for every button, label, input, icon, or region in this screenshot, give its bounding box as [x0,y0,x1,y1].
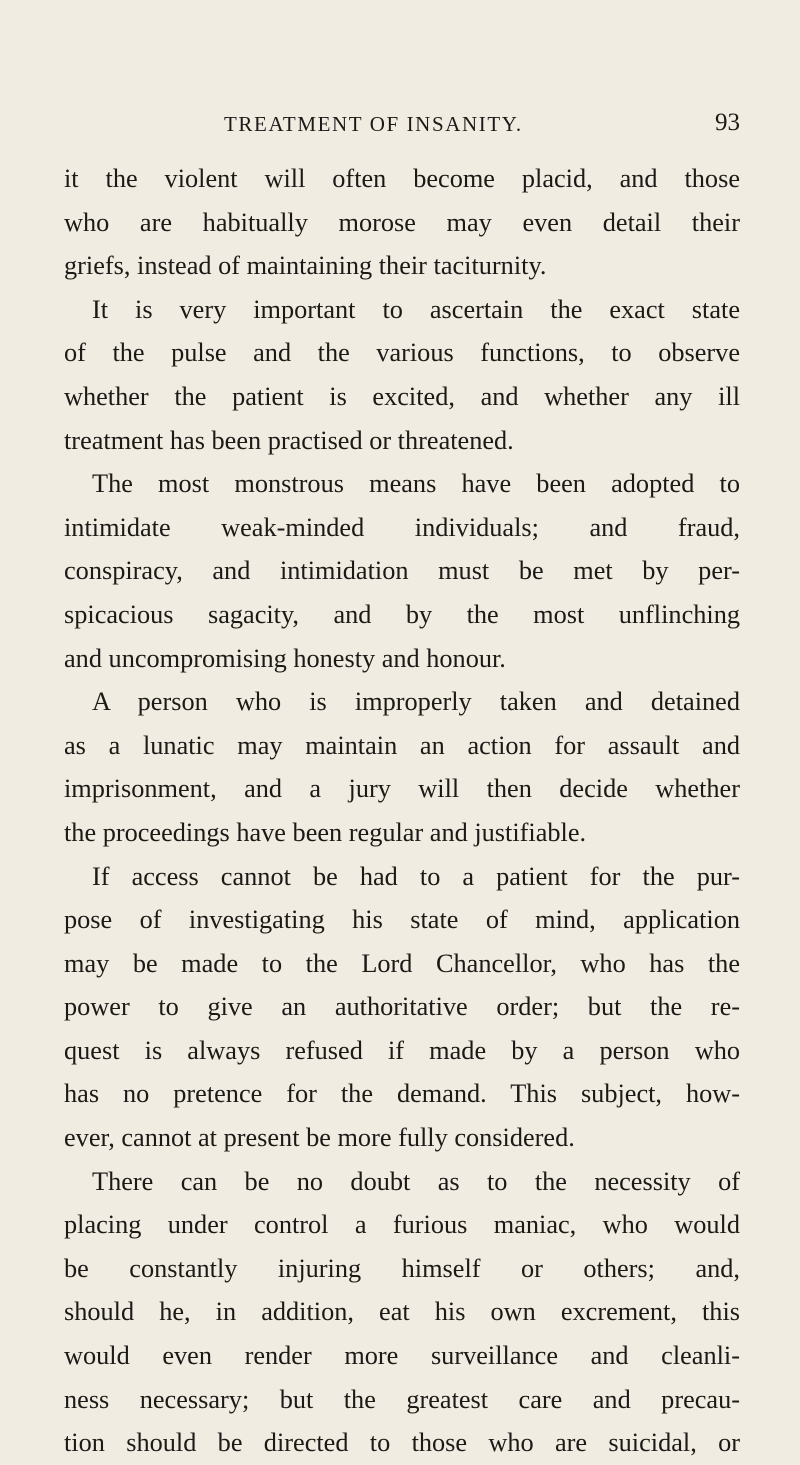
text-line: ever, cannot at present be more fully considered. [64,1123,575,1153]
text-line: may be made to the Lord Chancellor, who has the [64,948,740,978]
text-line: pose of investigating his state of mind, application [64,905,740,935]
body-text [64,157,740,1465]
text-line: quest is always refused if made by a person who [64,1035,740,1065]
text-line: the proceedings have been regular and justifiable. [64,817,587,847]
running-title: TREATMENT OF INSANITY. [224,112,523,136]
text-line: It is very important to ascertain the exact state [92,294,740,324]
running-head [0,109,800,142]
text-line: has no pretence for the demand. This subject, how- [64,1079,740,1109]
text-line: The most monstrous means have been adopted to [92,469,740,499]
text-line: of the pulse and the various functions, to observe [64,338,740,368]
text-line: would even render more surveillance and cleanli- [64,1341,740,1371]
text-line: If access cannot be had to a patient for the pur- [92,861,740,891]
text-line: There can be no doubt as to the necessity of [92,1166,740,1196]
text-line: A person who is improperly taken and detained [92,687,740,717]
text-line: conspiracy, and intimidation must be met by per- [64,556,740,586]
text-line: be constantly injuring himself or others; and, [64,1253,740,1283]
text-line: tion should be directed to those who are suicidal, or [64,1428,740,1458]
text-line: and uncompromising honesty and honour. [64,643,506,673]
text-line: spicacious sagacity, and by the most unflinching [64,599,740,629]
text-line: whether the patient is excited, and whether any ill [64,381,740,411]
text-line: should he, in addition, eat his own excrement, this [64,1297,740,1327]
text-line: it the violent will often become placid, and those [64,164,740,193]
text-line: power to give an authoritative order; but the re- [64,992,740,1022]
text-line: intimidate weak-minded individuals; and fraud, [64,512,740,542]
text-line: imprisonment, and a jury will then decide whether [64,774,740,804]
page-number: 93 [715,109,740,136]
text-line: ness necessary; but the greatest care and precau- [64,1384,740,1414]
text-line: griefs, instead of maintaining their taciturnity. [64,251,547,281]
text-line: treatment has been practised or threatened. [64,425,514,455]
text-line: who are habitually morose may even detail their [64,207,740,237]
text-line: as a lunatic may maintain an action for assault and [64,730,740,760]
text-line: placing under control a furious maniac, who would [64,1210,740,1240]
